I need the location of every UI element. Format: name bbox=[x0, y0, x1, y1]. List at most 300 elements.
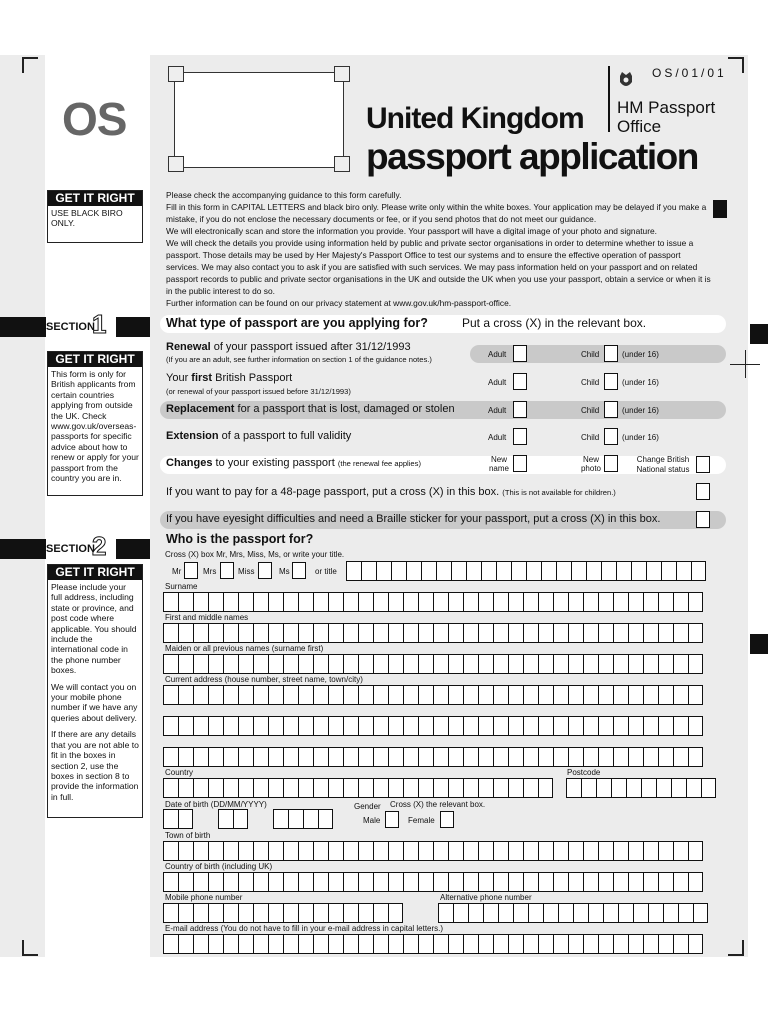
character-box[interactable] bbox=[508, 654, 523, 674]
character-box[interactable] bbox=[178, 685, 193, 705]
character-box[interactable] bbox=[238, 685, 253, 705]
character-box[interactable] bbox=[523, 716, 538, 736]
dob-year-grid[interactable] bbox=[273, 809, 333, 829]
character-box[interactable] bbox=[463, 747, 478, 767]
character-box[interactable] bbox=[268, 592, 283, 612]
character-box[interactable] bbox=[373, 623, 388, 643]
character-box[interactable] bbox=[403, 778, 418, 798]
character-box[interactable] bbox=[163, 716, 178, 736]
character-box[interactable] bbox=[478, 654, 493, 674]
character-box[interactable] bbox=[673, 841, 688, 861]
character-box[interactable] bbox=[361, 561, 376, 581]
character-box[interactable] bbox=[328, 685, 343, 705]
character-box[interactable] bbox=[676, 561, 691, 581]
character-box[interactable] bbox=[268, 685, 283, 705]
character-box[interactable] bbox=[163, 623, 178, 643]
character-box[interactable] bbox=[598, 654, 613, 674]
character-box[interactable] bbox=[343, 685, 358, 705]
character-box[interactable] bbox=[163, 934, 178, 954]
character-box[interactable] bbox=[541, 561, 556, 581]
character-box[interactable] bbox=[373, 654, 388, 674]
character-box[interactable] bbox=[463, 841, 478, 861]
character-box[interactable] bbox=[553, 716, 568, 736]
character-box[interactable] bbox=[388, 685, 403, 705]
character-box[interactable] bbox=[238, 623, 253, 643]
character-box[interactable] bbox=[273, 809, 288, 829]
character-box[interactable] bbox=[568, 592, 583, 612]
character-box[interactable] bbox=[583, 685, 598, 705]
character-box[interactable] bbox=[268, 841, 283, 861]
first-adult-checkbox[interactable] bbox=[513, 373, 527, 390]
character-box[interactable] bbox=[538, 685, 553, 705]
character-box[interactable] bbox=[598, 747, 613, 767]
character-box[interactable] bbox=[403, 872, 418, 892]
character-box[interactable] bbox=[553, 623, 568, 643]
character-box[interactable] bbox=[283, 654, 298, 674]
character-box[interactable] bbox=[193, 747, 208, 767]
character-box[interactable] bbox=[388, 747, 403, 767]
character-box[interactable] bbox=[631, 561, 646, 581]
character-box[interactable] bbox=[478, 747, 493, 767]
character-box[interactable] bbox=[373, 872, 388, 892]
character-box[interactable] bbox=[298, 716, 313, 736]
character-box[interactable] bbox=[298, 934, 313, 954]
character-box[interactable] bbox=[463, 654, 478, 674]
character-box[interactable] bbox=[388, 841, 403, 861]
character-box[interactable] bbox=[358, 716, 373, 736]
character-box[interactable] bbox=[568, 872, 583, 892]
character-box[interactable] bbox=[553, 872, 568, 892]
character-box[interactable] bbox=[388, 872, 403, 892]
character-box[interactable] bbox=[178, 654, 193, 674]
character-box[interactable] bbox=[253, 685, 268, 705]
character-box[interactable] bbox=[673, 654, 688, 674]
character-box[interactable] bbox=[583, 934, 598, 954]
character-box[interactable] bbox=[298, 778, 313, 798]
dob-month-grid[interactable] bbox=[218, 809, 248, 829]
character-box[interactable] bbox=[313, 872, 328, 892]
email-input-grid[interactable] bbox=[163, 934, 703, 954]
character-box[interactable] bbox=[643, 654, 658, 674]
character-box[interactable] bbox=[388, 903, 403, 923]
character-box[interactable] bbox=[343, 654, 358, 674]
character-box[interactable] bbox=[543, 903, 558, 923]
character-box[interactable] bbox=[418, 592, 433, 612]
character-box[interactable] bbox=[418, 654, 433, 674]
character-box[interactable] bbox=[528, 903, 543, 923]
character-box[interactable] bbox=[433, 747, 448, 767]
character-box[interactable] bbox=[193, 716, 208, 736]
character-box[interactable] bbox=[656, 778, 671, 798]
character-box[interactable] bbox=[298, 623, 313, 643]
character-box[interactable] bbox=[193, 841, 208, 861]
character-box[interactable] bbox=[418, 841, 433, 861]
character-box[interactable] bbox=[388, 716, 403, 736]
character-box[interactable] bbox=[643, 872, 658, 892]
character-box[interactable] bbox=[373, 592, 388, 612]
character-box[interactable] bbox=[283, 685, 298, 705]
character-box[interactable] bbox=[253, 623, 268, 643]
character-box[interactable] bbox=[343, 592, 358, 612]
character-box[interactable] bbox=[208, 872, 223, 892]
character-box[interactable] bbox=[208, 685, 223, 705]
character-box[interactable] bbox=[508, 747, 523, 767]
character-box[interactable] bbox=[283, 872, 298, 892]
character-box[interactable] bbox=[688, 841, 703, 861]
character-box[interactable] bbox=[538, 934, 553, 954]
character-box[interactable] bbox=[403, 623, 418, 643]
character-box[interactable] bbox=[268, 872, 283, 892]
character-box[interactable] bbox=[463, 778, 478, 798]
character-box[interactable] bbox=[646, 561, 661, 581]
character-box[interactable] bbox=[163, 809, 178, 829]
character-box[interactable] bbox=[451, 561, 466, 581]
character-box[interactable] bbox=[628, 934, 643, 954]
character-box[interactable] bbox=[523, 934, 538, 954]
character-box[interactable] bbox=[568, 747, 583, 767]
character-box[interactable] bbox=[598, 841, 613, 861]
character-box[interactable] bbox=[523, 592, 538, 612]
character-box[interactable] bbox=[523, 685, 538, 705]
surname-input-grid[interactable] bbox=[163, 592, 703, 612]
character-box[interactable] bbox=[686, 778, 701, 798]
character-box[interactable] bbox=[673, 747, 688, 767]
character-box[interactable] bbox=[238, 654, 253, 674]
character-box[interactable] bbox=[493, 623, 508, 643]
character-box[interactable] bbox=[433, 623, 448, 643]
character-box[interactable] bbox=[418, 685, 433, 705]
character-box[interactable] bbox=[658, 592, 673, 612]
character-box[interactable] bbox=[223, 592, 238, 612]
character-box[interactable] bbox=[568, 685, 583, 705]
character-box[interactable] bbox=[343, 778, 358, 798]
character-box[interactable] bbox=[163, 903, 178, 923]
character-box[interactable] bbox=[583, 623, 598, 643]
character-box[interactable] bbox=[358, 841, 373, 861]
character-box[interactable] bbox=[601, 561, 616, 581]
character-box[interactable] bbox=[343, 872, 358, 892]
character-box[interactable] bbox=[496, 561, 511, 581]
new-photo-checkbox[interactable] bbox=[604, 455, 618, 472]
character-box[interactable] bbox=[283, 623, 298, 643]
character-box[interactable] bbox=[238, 592, 253, 612]
character-box[interactable] bbox=[403, 934, 418, 954]
character-box[interactable] bbox=[568, 623, 583, 643]
character-box[interactable] bbox=[178, 747, 193, 767]
character-box[interactable] bbox=[583, 716, 598, 736]
character-box[interactable] bbox=[328, 623, 343, 643]
character-box[interactable] bbox=[406, 561, 421, 581]
character-box[interactable] bbox=[493, 685, 508, 705]
character-box[interactable] bbox=[388, 778, 403, 798]
character-box[interactable] bbox=[346, 561, 361, 581]
character-box[interactable] bbox=[658, 747, 673, 767]
character-box[interactable] bbox=[508, 716, 523, 736]
character-box[interactable] bbox=[693, 903, 708, 923]
character-box[interactable] bbox=[343, 716, 358, 736]
character-box[interactable] bbox=[508, 841, 523, 861]
character-box[interactable] bbox=[313, 654, 328, 674]
address-input-grid-3[interactable] bbox=[163, 747, 703, 767]
character-box[interactable] bbox=[253, 778, 268, 798]
character-box[interactable] bbox=[598, 685, 613, 705]
character-box[interactable] bbox=[328, 778, 343, 798]
character-box[interactable] bbox=[448, 872, 463, 892]
character-box[interactable] bbox=[298, 872, 313, 892]
character-box[interactable] bbox=[253, 747, 268, 767]
character-box[interactable] bbox=[373, 903, 388, 923]
character-box[interactable] bbox=[688, 934, 703, 954]
character-box[interactable] bbox=[688, 592, 703, 612]
character-box[interactable] bbox=[448, 934, 463, 954]
character-box[interactable] bbox=[643, 934, 658, 954]
character-box[interactable] bbox=[208, 903, 223, 923]
character-box[interactable] bbox=[388, 654, 403, 674]
character-box[interactable] bbox=[478, 841, 493, 861]
character-box[interactable] bbox=[391, 561, 406, 581]
character-box[interactable] bbox=[613, 716, 628, 736]
character-box[interactable] bbox=[373, 716, 388, 736]
character-box[interactable] bbox=[343, 841, 358, 861]
character-box[interactable] bbox=[508, 685, 523, 705]
character-box[interactable] bbox=[163, 747, 178, 767]
character-box[interactable] bbox=[178, 623, 193, 643]
character-box[interactable] bbox=[493, 747, 508, 767]
character-box[interactable] bbox=[658, 872, 673, 892]
character-box[interactable] bbox=[508, 872, 523, 892]
character-box[interactable] bbox=[643, 841, 658, 861]
character-box[interactable] bbox=[493, 841, 508, 861]
character-box[interactable] bbox=[178, 934, 193, 954]
character-box[interactable] bbox=[571, 561, 586, 581]
character-box[interactable] bbox=[418, 623, 433, 643]
character-box[interactable] bbox=[508, 623, 523, 643]
character-box[interactable] bbox=[298, 903, 313, 923]
character-box[interactable] bbox=[613, 747, 628, 767]
character-box[interactable] bbox=[688, 872, 703, 892]
character-box[interactable] bbox=[673, 623, 688, 643]
character-box[interactable] bbox=[328, 903, 343, 923]
character-box[interactable] bbox=[468, 903, 483, 923]
character-box[interactable] bbox=[553, 654, 568, 674]
address-input-grid-1[interactable] bbox=[163, 685, 703, 705]
character-box[interactable] bbox=[233, 809, 248, 829]
character-box[interactable] bbox=[478, 685, 493, 705]
character-box[interactable] bbox=[253, 654, 268, 674]
new-name-checkbox[interactable] bbox=[513, 455, 527, 472]
character-box[interactable] bbox=[663, 903, 678, 923]
character-box[interactable] bbox=[208, 623, 223, 643]
character-box[interactable] bbox=[223, 716, 238, 736]
character-box[interactable] bbox=[448, 685, 463, 705]
character-box[interactable] bbox=[613, 872, 628, 892]
character-box[interactable] bbox=[478, 592, 493, 612]
character-box[interactable] bbox=[253, 872, 268, 892]
character-box[interactable] bbox=[598, 716, 613, 736]
character-box[interactable] bbox=[673, 685, 688, 705]
character-box[interactable] bbox=[448, 654, 463, 674]
character-box[interactable] bbox=[643, 592, 658, 612]
character-box[interactable] bbox=[418, 716, 433, 736]
character-box[interactable] bbox=[433, 592, 448, 612]
character-box[interactable] bbox=[433, 685, 448, 705]
character-box[interactable] bbox=[603, 903, 618, 923]
character-box[interactable] bbox=[513, 903, 528, 923]
character-box[interactable] bbox=[208, 716, 223, 736]
character-box[interactable] bbox=[493, 872, 508, 892]
character-box[interactable] bbox=[358, 934, 373, 954]
character-box[interactable] bbox=[628, 872, 643, 892]
male-checkbox[interactable] bbox=[385, 811, 399, 828]
character-box[interactable] bbox=[328, 934, 343, 954]
character-box[interactable] bbox=[208, 778, 223, 798]
character-box[interactable] bbox=[268, 623, 283, 643]
character-box[interactable] bbox=[648, 903, 663, 923]
character-box[interactable] bbox=[481, 561, 496, 581]
character-box[interactable] bbox=[178, 716, 193, 736]
character-box[interactable] bbox=[573, 903, 588, 923]
character-box[interactable] bbox=[373, 747, 388, 767]
character-box[interactable] bbox=[298, 841, 313, 861]
character-box[interactable] bbox=[238, 778, 253, 798]
character-box[interactable] bbox=[538, 654, 553, 674]
character-box[interactable] bbox=[433, 872, 448, 892]
character-box[interactable] bbox=[343, 623, 358, 643]
extension-child-checkbox[interactable] bbox=[604, 428, 618, 445]
character-box[interactable] bbox=[448, 747, 463, 767]
character-box[interactable] bbox=[268, 716, 283, 736]
character-box[interactable] bbox=[583, 872, 598, 892]
character-box[interactable] bbox=[483, 903, 498, 923]
character-box[interactable] bbox=[178, 841, 193, 861]
character-box[interactable] bbox=[193, 654, 208, 674]
character-box[interactable] bbox=[641, 778, 656, 798]
character-box[interactable] bbox=[298, 747, 313, 767]
character-box[interactable] bbox=[268, 778, 283, 798]
character-box[interactable] bbox=[208, 747, 223, 767]
character-box[interactable] bbox=[628, 685, 643, 705]
character-box[interactable] bbox=[611, 778, 626, 798]
character-box[interactable] bbox=[453, 903, 468, 923]
character-box[interactable] bbox=[688, 716, 703, 736]
character-box[interactable] bbox=[283, 903, 298, 923]
character-box[interactable] bbox=[598, 623, 613, 643]
character-box[interactable] bbox=[673, 592, 688, 612]
character-box[interactable] bbox=[223, 872, 238, 892]
character-box[interactable] bbox=[223, 903, 238, 923]
renewal-child-checkbox[interactable] bbox=[604, 345, 618, 362]
character-box[interactable] bbox=[238, 841, 253, 861]
character-box[interactable] bbox=[313, 903, 328, 923]
character-box[interactable] bbox=[343, 747, 358, 767]
address-input-grid-2[interactable] bbox=[163, 716, 703, 736]
character-box[interactable] bbox=[643, 685, 658, 705]
character-box[interactable] bbox=[466, 561, 481, 581]
braille-checkbox[interactable] bbox=[696, 511, 710, 528]
character-box[interactable] bbox=[493, 716, 508, 736]
character-box[interactable] bbox=[628, 592, 643, 612]
character-box[interactable] bbox=[388, 934, 403, 954]
character-box[interactable] bbox=[403, 841, 418, 861]
character-box[interactable] bbox=[283, 778, 298, 798]
character-box[interactable] bbox=[238, 716, 253, 736]
character-box[interactable] bbox=[508, 934, 523, 954]
character-box[interactable] bbox=[253, 934, 268, 954]
character-box[interactable] bbox=[661, 561, 676, 581]
character-box[interactable] bbox=[448, 592, 463, 612]
character-box[interactable] bbox=[238, 747, 253, 767]
character-box[interactable] bbox=[478, 872, 493, 892]
character-box[interactable] bbox=[238, 903, 253, 923]
character-box[interactable] bbox=[178, 903, 193, 923]
character-box[interactable] bbox=[193, 934, 208, 954]
character-box[interactable] bbox=[493, 654, 508, 674]
character-box[interactable] bbox=[613, 685, 628, 705]
character-box[interactable] bbox=[626, 778, 641, 798]
country-of-birth-input-grid[interactable] bbox=[163, 872, 703, 892]
character-box[interactable] bbox=[253, 903, 268, 923]
character-box[interactable] bbox=[178, 809, 193, 829]
character-box[interactable] bbox=[586, 561, 601, 581]
character-box[interactable] bbox=[223, 747, 238, 767]
character-box[interactable] bbox=[508, 592, 523, 612]
character-box[interactable] bbox=[613, 592, 628, 612]
character-box[interactable] bbox=[558, 903, 573, 923]
character-box[interactable] bbox=[658, 841, 673, 861]
female-checkbox[interactable] bbox=[440, 811, 454, 828]
character-box[interactable] bbox=[313, 592, 328, 612]
character-box[interactable] bbox=[268, 903, 283, 923]
character-box[interactable] bbox=[583, 841, 598, 861]
character-box[interactable] bbox=[373, 841, 388, 861]
character-box[interactable] bbox=[193, 623, 208, 643]
character-box[interactable] bbox=[463, 934, 478, 954]
character-box[interactable] bbox=[658, 685, 673, 705]
character-box[interactable] bbox=[448, 716, 463, 736]
town-of-birth-input-grid[interactable] bbox=[163, 841, 703, 861]
character-box[interactable] bbox=[328, 841, 343, 861]
first-child-checkbox[interactable] bbox=[604, 373, 618, 390]
character-box[interactable] bbox=[328, 716, 343, 736]
character-box[interactable] bbox=[208, 841, 223, 861]
character-box[interactable] bbox=[448, 623, 463, 643]
character-box[interactable] bbox=[688, 654, 703, 674]
character-box[interactable] bbox=[223, 934, 238, 954]
character-box[interactable] bbox=[388, 592, 403, 612]
character-box[interactable] bbox=[208, 592, 223, 612]
character-box[interactable] bbox=[403, 747, 418, 767]
character-box[interactable] bbox=[373, 685, 388, 705]
maiden-names-input-grid[interactable] bbox=[163, 654, 703, 674]
character-box[interactable] bbox=[283, 592, 298, 612]
character-box[interactable] bbox=[343, 903, 358, 923]
character-box[interactable] bbox=[163, 592, 178, 612]
character-box[interactable] bbox=[498, 903, 513, 923]
character-box[interactable] bbox=[283, 841, 298, 861]
character-box[interactable] bbox=[588, 903, 603, 923]
character-box[interactable] bbox=[526, 561, 541, 581]
character-box[interactable] bbox=[436, 561, 451, 581]
character-box[interactable] bbox=[583, 592, 598, 612]
character-box[interactable] bbox=[583, 747, 598, 767]
character-box[interactable] bbox=[268, 747, 283, 767]
character-box[interactable] bbox=[328, 654, 343, 674]
character-box[interactable] bbox=[598, 872, 613, 892]
character-box[interactable] bbox=[688, 685, 703, 705]
character-box[interactable] bbox=[223, 778, 238, 798]
alt-phone-input-grid[interactable] bbox=[438, 903, 708, 923]
character-box[interactable] bbox=[463, 716, 478, 736]
